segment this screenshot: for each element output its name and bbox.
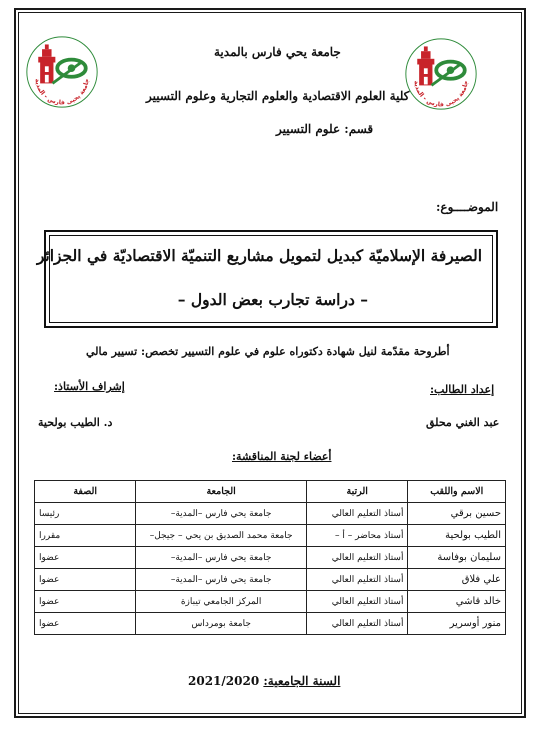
member-university: جامعة بومرداس <box>136 613 307 635</box>
member-name: الطيب بولحية <box>408 525 506 547</box>
university-name: جامعة يحي فارس بالمدية <box>214 45 341 59</box>
faculty-name: كلية العلوم الاقتصادية والعلوم التجارية وعلوم التسيير <box>146 89 410 103</box>
member-rank: أستاذ التعليم العالي <box>306 591 408 613</box>
table-header-row <box>35 481 506 503</box>
academic-year <box>188 674 340 688</box>
member-role: مقررا <box>35 525 136 547</box>
thesis-subtitle: – دراسة تجارب بعض الدول – <box>177 290 368 309</box>
university-logo-right <box>403 36 479 112</box>
thesis-description: أطروحة مقدّمة لنيل شهادة دكتوراه علوم في علوم التسيير تخصص: تسيير مالي <box>86 345 450 358</box>
academic-year-value: 2021/2020 <box>188 674 260 688</box>
member-role: عضوا <box>35 591 136 613</box>
header-rank: الرتبة <box>306 481 408 503</box>
academic-year-label: السنة الجامعية: <box>263 674 341 688</box>
member-role: رئيسا <box>35 503 136 525</box>
member-university: جامعة يحي فارس –المدية– <box>136 569 307 591</box>
table-row <box>35 569 506 591</box>
supervisor-name: د. الطيب بولحية <box>38 416 113 429</box>
member-rank: أستاذ التعليم العالي <box>306 547 408 569</box>
thesis-title: الصيرفة الإسلاميّة كبديل لتمويل مشاريع التنميّة الاقتصاديّة في الجزائر <box>36 246 482 265</box>
member-rank: أستاذ محاضر – أ – <box>306 525 408 547</box>
committee-title: أعضاء لجنة المناقشة: <box>232 450 332 463</box>
member-name: علي فلاق <box>408 569 506 591</box>
member-name: خالد قاشي <box>408 591 506 613</box>
table-row <box>35 613 506 635</box>
department-name: قسم: علوم التسيير <box>276 122 374 136</box>
student-label: إعداد الطالب: <box>430 383 495 396</box>
member-rank: أستاذ التعليم العالي <box>306 569 408 591</box>
member-name: منور أوسرير <box>408 613 506 635</box>
member-name: حسين برقي <box>408 503 506 525</box>
header-role: الصفة <box>35 481 136 503</box>
member-role: عضوا <box>35 569 136 591</box>
subject-label: الموضــــوع: <box>436 200 499 214</box>
logo-text-left: جامعة يحيى فارس - المدية <box>33 78 91 107</box>
table-row <box>35 503 506 525</box>
header-university: الجامعة <box>136 481 307 503</box>
supervisor-label: إشراف الأستاذ: <box>54 380 125 393</box>
student-name: عبد الغني محلق <box>426 416 500 429</box>
member-university: المركز الجامعي تيبازة <box>136 591 307 613</box>
table-row <box>35 591 506 613</box>
member-university: جامعة يحي فارس –المدية– <box>136 547 307 569</box>
member-role: عضوا <box>35 547 136 569</box>
member-role: عضوا <box>35 613 136 635</box>
member-rank: أستاذ التعليم العالي <box>306 613 408 635</box>
member-university: جامعة يحي فارس –المدية– <box>136 503 307 525</box>
table-row <box>35 547 506 569</box>
member-university: جامعة محمد الصديق بن يحي – جيجل– <box>136 525 307 547</box>
table-row <box>35 525 506 547</box>
member-name: سليمان بوفاسة <box>408 547 506 569</box>
header-name: الاسم واللقب <box>408 481 506 503</box>
member-rank: أستاذ التعليم العالي <box>306 503 408 525</box>
university-logo-left <box>24 34 100 110</box>
logo-text-right: جامعة يحيى فارس - المدية <box>412 80 470 109</box>
committee-table <box>34 480 506 635</box>
title-box <box>36 230 498 328</box>
